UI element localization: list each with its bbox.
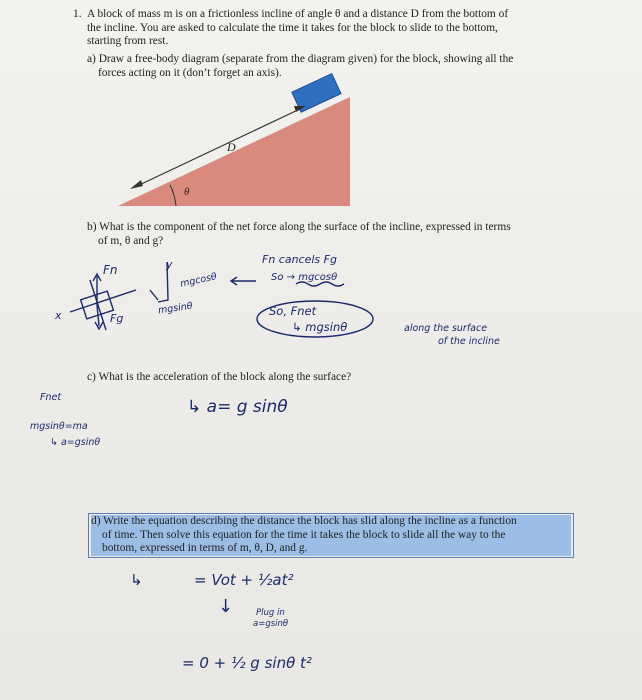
- angle-label: θ: [184, 186, 190, 198]
- part-a-line-1: a) Draw a free-body diagram (separate from the diagram given) for the block, showing all the: [87, 53, 514, 65]
- so-fnet-note: So, Fnet: [269, 304, 317, 318]
- d-down-arrow: ↓: [218, 596, 234, 617]
- distance-label: D: [227, 140, 236, 154]
- fbd-x-label: x: [55, 309, 62, 322]
- part-c-question: c) What is the acceleration of the block along the surface?: [87, 371, 352, 383]
- fbd-fn-label: Fn: [103, 263, 118, 277]
- part-a-line-2: forces acting on it (don’t forget an axis).: [98, 66, 282, 79]
- d-equation-1: = Vot + ½at²: [194, 571, 294, 589]
- mgsin-ma-note: mgsinθ=ma: [30, 421, 88, 432]
- mgcos-label: mgcosθ: [179, 271, 218, 290]
- along-surface-note-2: of the incline: [438, 336, 500, 347]
- d-plug-note-2: a=gsinθ: [253, 619, 289, 629]
- d-plug-note-1: Plug in: [256, 608, 285, 618]
- fn-cancels-note-2: So → mgcosθ: [271, 272, 338, 283]
- fbd-x-axis: [70, 290, 136, 312]
- part-b-line-1: b) What is the component of the net force along the surface of the incline, expressed in terms: [87, 221, 511, 233]
- components-diagonal: [150, 290, 158, 300]
- fbd-fg-label: Fg: [110, 312, 124, 325]
- fnet-left-note: Fnet: [40, 392, 62, 403]
- part-b-line-2: of m, θ and g?: [98, 234, 164, 247]
- statement-line-3: starting from rest.: [87, 35, 169, 48]
- fbd-y-label: y: [166, 258, 173, 271]
- distance-arrowhead-left: [130, 180, 143, 189]
- answer-c: ↳ a= g sinθ: [187, 397, 288, 417]
- mgsin-label: mgsinθ: [157, 300, 194, 317]
- fnet-answer: ↳ mgsinθ: [292, 320, 348, 334]
- fn-cancels-note: Fn cancels Fg: [262, 253, 337, 266]
- part-d-line-3: bottom, expressed in terms of m, θ, D, and g.: [91, 542, 571, 556]
- statement-line-2: the incline. You are asked to calculate the time it takes for the block to slide to the bottom,: [87, 21, 498, 34]
- statement-line-1: A block of mass m is on a frictionless incline of angle θ and a distance D from the bottom of: [87, 8, 509, 20]
- along-surface-note: along the surface: [404, 323, 488, 334]
- a-gsin-left-note: ↳ a=gsinθ: [50, 437, 101, 448]
- part-d-line-1: d) Write the equation describing the distance the block has slid along the incline as a function: [91, 515, 571, 529]
- problem-number: 1.: [73, 8, 82, 20]
- d-arrow: ↳: [130, 571, 143, 589]
- part-d-line-2: of time. Then solve this equation for the time it takes the block to slide all the way to the: [91, 529, 571, 543]
- d-equation-2: = 0 + ½ g sinθ t²: [182, 654, 312, 672]
